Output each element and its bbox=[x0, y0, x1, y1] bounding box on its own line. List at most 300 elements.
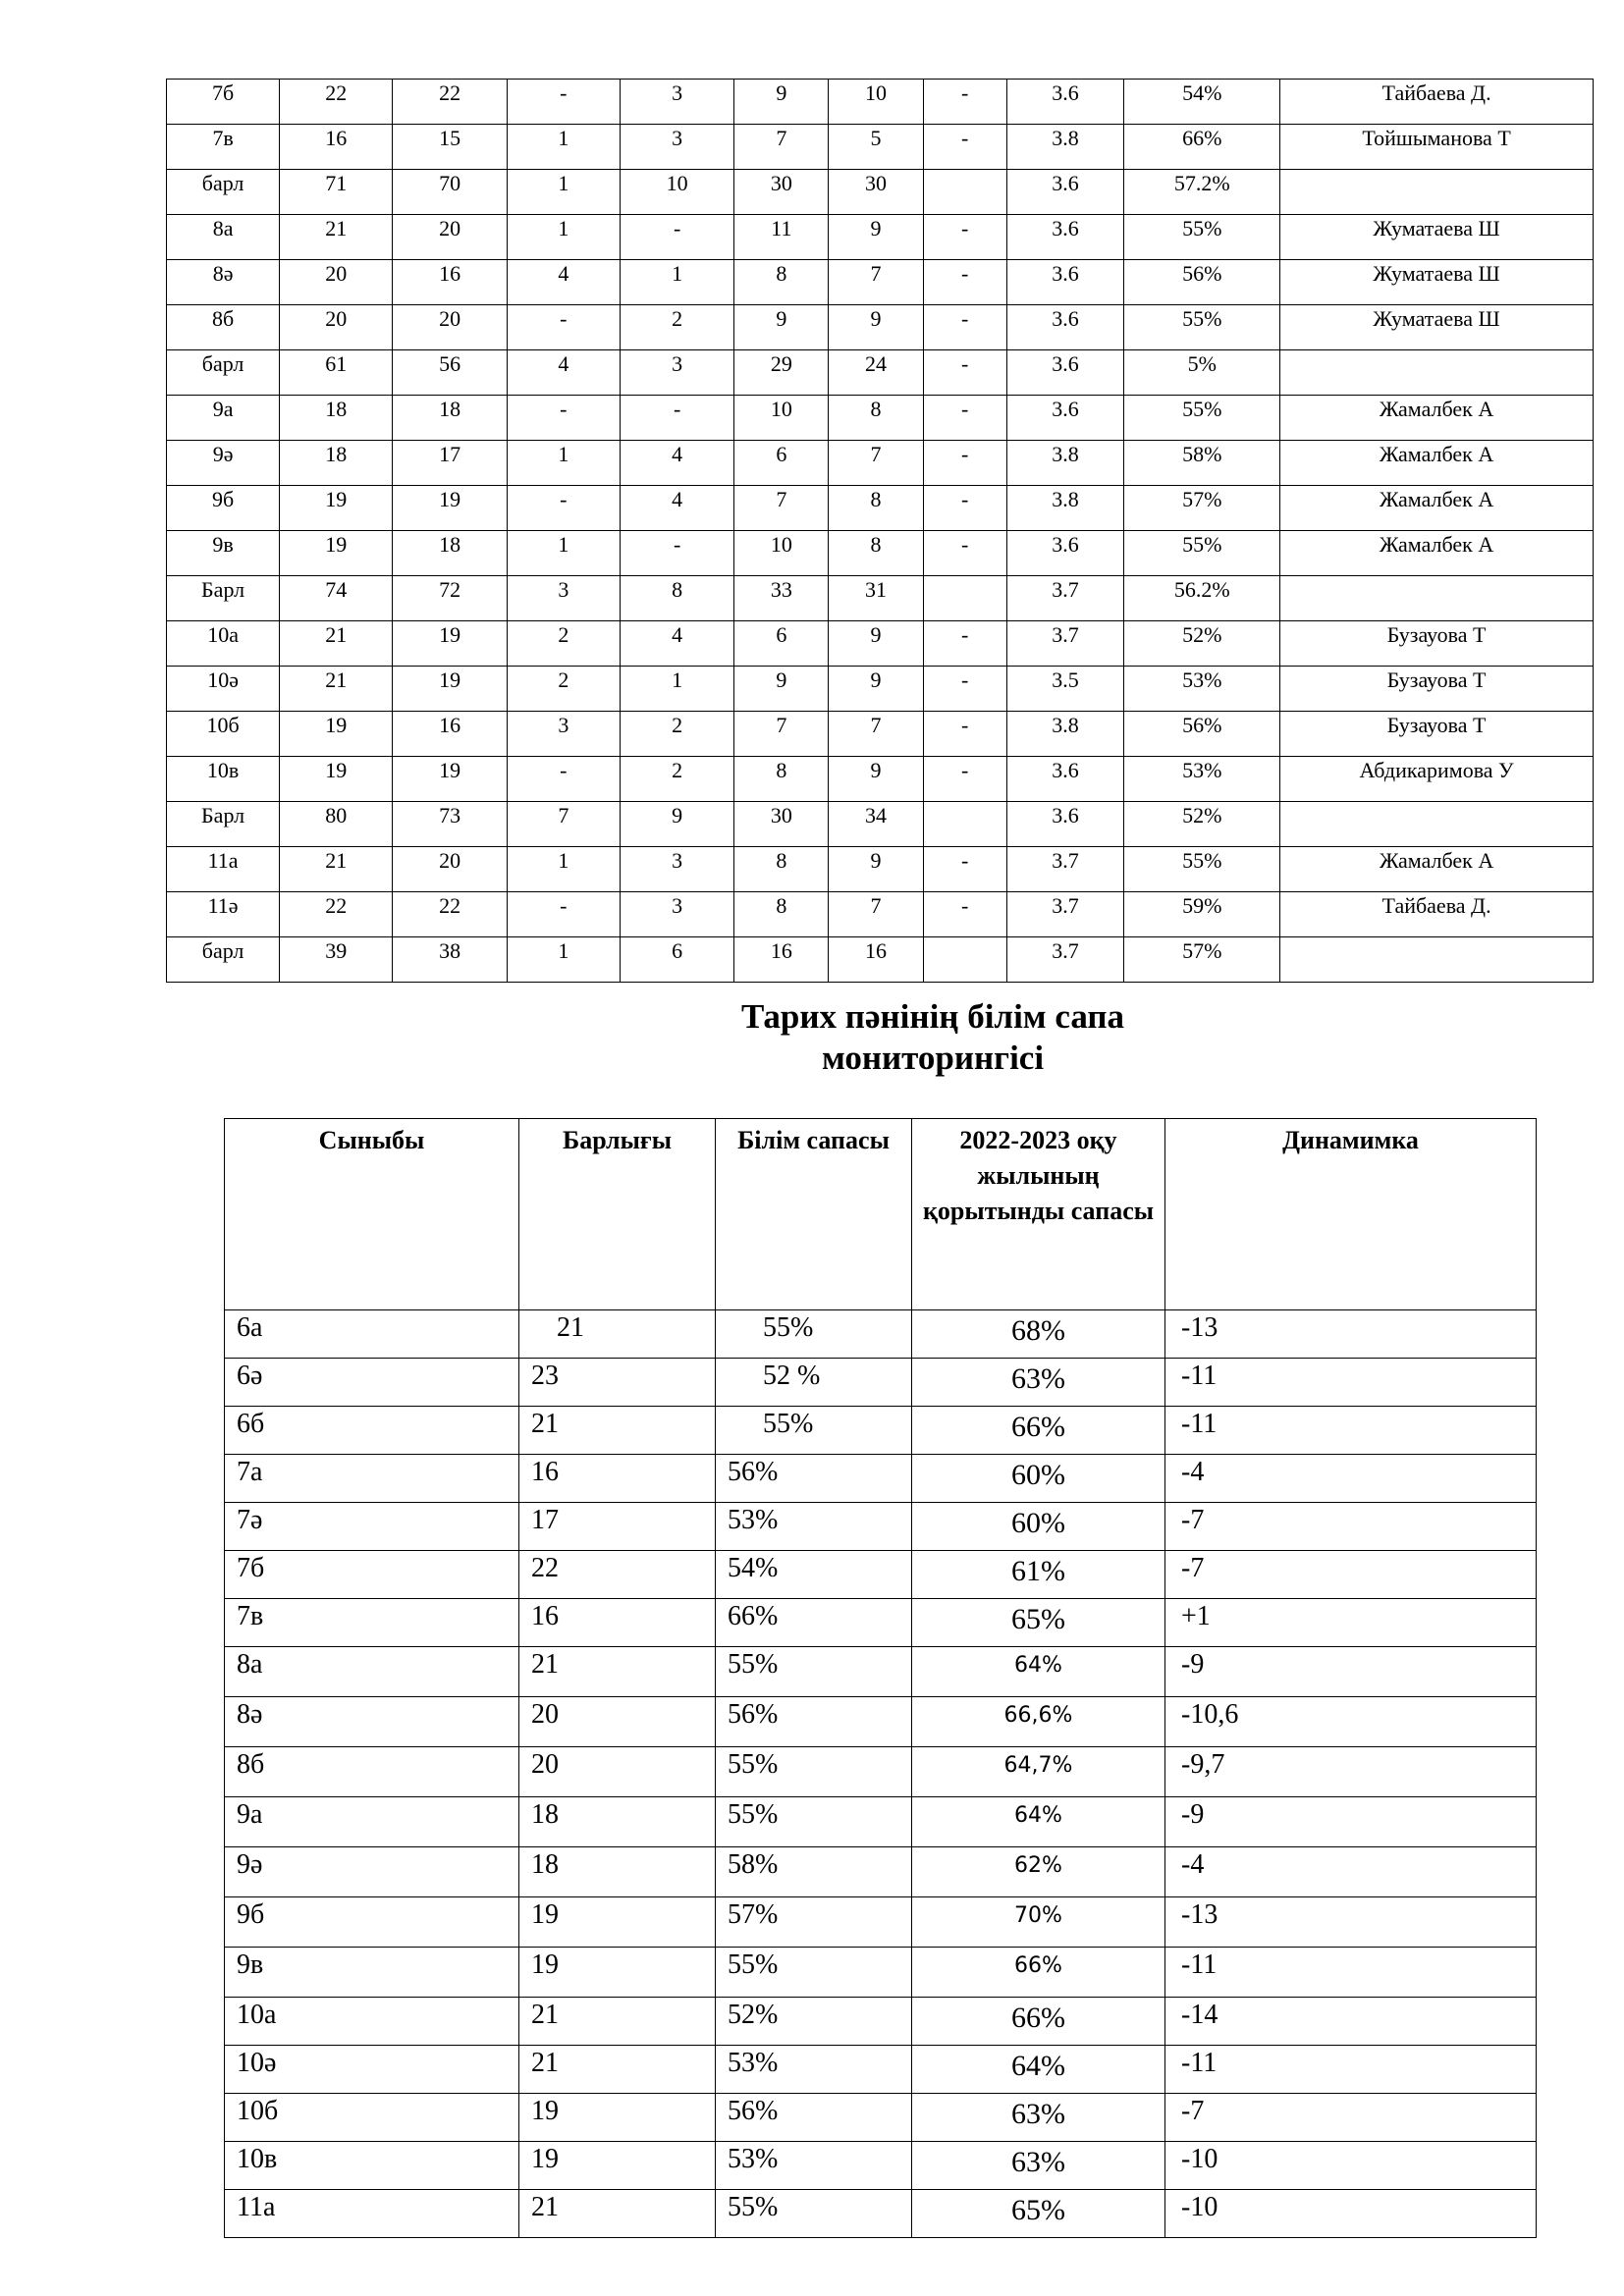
table-cell: 18 bbox=[280, 441, 393, 486]
class-cell: 10ә bbox=[167, 667, 280, 712]
table-cell: 59% bbox=[1124, 892, 1280, 937]
dynamics-cell: -11 bbox=[1165, 1359, 1537, 1407]
table-cell: 80 bbox=[280, 802, 393, 847]
previous-quality-cell: 65% bbox=[912, 1599, 1165, 1647]
quality-cell: 56% bbox=[716, 1455, 912, 1503]
table-cell: 3.6 bbox=[1006, 170, 1124, 215]
table-cell: 3.5 bbox=[1006, 667, 1124, 712]
table-cell: 3.7 bbox=[1006, 892, 1124, 937]
table-cell: 61 bbox=[280, 350, 393, 396]
table-cell: 8 bbox=[829, 396, 923, 441]
table-cell: 16 bbox=[280, 125, 393, 170]
quality-cell: 56% bbox=[716, 1697, 912, 1747]
class-cell: Барл bbox=[167, 802, 280, 847]
table-cell: - bbox=[923, 350, 1006, 396]
teacher-cell bbox=[1280, 170, 1594, 215]
table-cell: 8 bbox=[829, 531, 923, 576]
dynamics-cell: -11 bbox=[1165, 1407, 1537, 1455]
table-cell: 1 bbox=[507, 937, 620, 983]
class-cell: 9б bbox=[225, 1897, 519, 1948]
table-cell: - bbox=[507, 80, 620, 125]
teacher-cell bbox=[1280, 350, 1594, 396]
table-cell: 19 bbox=[393, 621, 507, 667]
total-cell: 22 bbox=[519, 1551, 716, 1599]
table-cell: 52% bbox=[1124, 621, 1280, 667]
table-cell: 18 bbox=[280, 396, 393, 441]
teacher-cell bbox=[1280, 802, 1594, 847]
table-cell: 66% bbox=[1124, 125, 1280, 170]
previous-quality-cell: 66% bbox=[912, 1407, 1165, 1455]
total-cell: 23 bbox=[519, 1359, 716, 1407]
table-cell: 20 bbox=[280, 260, 393, 305]
table-cell: 54% bbox=[1124, 80, 1280, 125]
quality-cell: 55% bbox=[716, 1647, 912, 1697]
table-row bbox=[167, 892, 1594, 937]
table-cell: 1 bbox=[507, 441, 620, 486]
table-cell: 22 bbox=[280, 80, 393, 125]
teacher-cell: Жамалбек А bbox=[1280, 486, 1594, 531]
table-cell: 8 bbox=[734, 892, 829, 937]
header-class: Сыныбы bbox=[225, 1119, 519, 1310]
class-cell: 9а bbox=[225, 1797, 519, 1847]
total-cell: 16 bbox=[519, 1455, 716, 1503]
table-cell: 1 bbox=[620, 667, 733, 712]
table-cell: 3.7 bbox=[1006, 621, 1124, 667]
table-cell: 3.7 bbox=[1006, 576, 1124, 621]
table-cell: 11 bbox=[734, 215, 829, 260]
table-cell: 2 bbox=[507, 621, 620, 667]
previous-quality-cell: 68% bbox=[912, 1310, 1165, 1359]
dynamics-cell: -7 bbox=[1165, 1551, 1537, 1599]
teacher-cell: Абдикаримова У bbox=[1280, 757, 1594, 802]
table-cell: 22 bbox=[393, 80, 507, 125]
table-cell: 3 bbox=[620, 125, 733, 170]
table-row bbox=[167, 576, 1594, 621]
quality-cell: 53% bbox=[716, 1503, 912, 1551]
table-cell: - bbox=[923, 531, 1006, 576]
table-row bbox=[167, 847, 1594, 892]
table-cell: 3 bbox=[507, 576, 620, 621]
quality-cell: 52 % bbox=[716, 1359, 912, 1407]
table-cell: 56.2% bbox=[1124, 576, 1280, 621]
table-cell: 3.6 bbox=[1006, 802, 1124, 847]
table-cell: 3.6 bbox=[1006, 215, 1124, 260]
table-cell: 55% bbox=[1124, 396, 1280, 441]
dynamics-cell: -10,6 bbox=[1165, 1697, 1537, 1747]
table-cell: 22 bbox=[393, 892, 507, 937]
table-cell: 31 bbox=[829, 576, 923, 621]
table-cell: 3.6 bbox=[1006, 260, 1124, 305]
table-cell: 20 bbox=[393, 305, 507, 350]
table-row bbox=[225, 1599, 1537, 1647]
teacher-cell: Жамалбек А bbox=[1280, 531, 1594, 576]
table-cell: 7 bbox=[507, 802, 620, 847]
total-cell: 21 bbox=[519, 2046, 716, 2094]
table-cell: 2 bbox=[620, 305, 733, 350]
dynamics-cell: -14 bbox=[1165, 1998, 1537, 2046]
table-row bbox=[167, 441, 1594, 486]
table-cell: 19 bbox=[280, 486, 393, 531]
table-cell: 19 bbox=[280, 712, 393, 757]
quality-cell: 53% bbox=[716, 2142, 912, 2190]
table-cell: 9 bbox=[620, 802, 733, 847]
dynamics-cell: -11 bbox=[1165, 1948, 1537, 1998]
table-row bbox=[167, 937, 1594, 983]
table-cell: 9 bbox=[829, 757, 923, 802]
teacher-cell: Жамалбек А bbox=[1280, 396, 1594, 441]
class-cell: 9в bbox=[167, 531, 280, 576]
table-cell: 19 bbox=[280, 757, 393, 802]
table-cell: 7 bbox=[829, 441, 923, 486]
quality-cell: 57% bbox=[716, 1897, 912, 1948]
page-title bbox=[550, 996, 1316, 1079]
table-cell: - bbox=[923, 621, 1006, 667]
table-cell: 70 bbox=[393, 170, 507, 215]
table-cell: 21 bbox=[280, 667, 393, 712]
header-total: Барлығы bbox=[519, 1119, 716, 1310]
class-cell: 7б bbox=[167, 80, 280, 125]
total-cell: 16 bbox=[519, 1599, 716, 1647]
table-cell: 55% bbox=[1124, 215, 1280, 260]
dynamics-cell: -7 bbox=[1165, 1503, 1537, 1551]
table-cell: 3.8 bbox=[1006, 712, 1124, 757]
total-cell: 19 bbox=[519, 2142, 716, 2190]
teacher-cell: Бузауова Т bbox=[1280, 621, 1594, 667]
table-cell: 9 bbox=[829, 215, 923, 260]
table-cell: 18 bbox=[393, 396, 507, 441]
table-cell: 3.6 bbox=[1006, 396, 1124, 441]
teacher-cell: Жуматаева Ш bbox=[1280, 305, 1594, 350]
table-cell: 21 bbox=[280, 847, 393, 892]
class-cell: 9а bbox=[167, 396, 280, 441]
table-cell: 71 bbox=[280, 170, 393, 215]
total-cell: 20 bbox=[519, 1697, 716, 1747]
table-cell: - bbox=[923, 125, 1006, 170]
table-cell: - bbox=[923, 847, 1006, 892]
quality-cell: 55% bbox=[716, 1407, 912, 1455]
table-cell: 53% bbox=[1124, 757, 1280, 802]
table-cell: 7 bbox=[829, 260, 923, 305]
table-cell: 57.2% bbox=[1124, 170, 1280, 215]
table-row bbox=[167, 712, 1594, 757]
table-cell: 15 bbox=[393, 125, 507, 170]
table-cell: 16 bbox=[393, 260, 507, 305]
table-row bbox=[167, 125, 1594, 170]
teacher-cell: Жуматаева Ш bbox=[1280, 260, 1594, 305]
table-cell: 58% bbox=[1124, 441, 1280, 486]
class-cell: 10а bbox=[225, 1998, 519, 2046]
class-cell: 8ә bbox=[225, 1697, 519, 1747]
quality-cell: 55% bbox=[716, 1797, 912, 1847]
table-cell: 2 bbox=[620, 712, 733, 757]
class-cell: 6а bbox=[225, 1310, 519, 1359]
class-cell: 8б bbox=[225, 1747, 519, 1797]
dynamics-cell: +1 bbox=[1165, 1599, 1537, 1647]
table-cell: 56% bbox=[1124, 260, 1280, 305]
table-cell: 3.8 bbox=[1006, 486, 1124, 531]
total-cell: 21 bbox=[519, 1407, 716, 1455]
table-row bbox=[167, 305, 1594, 350]
class-cell: 7ә bbox=[225, 1503, 519, 1551]
dynamics-cell: -10 bbox=[1165, 2142, 1537, 2190]
total-cell: 21 bbox=[519, 1647, 716, 1697]
teacher-cell: Тайбаева Д. bbox=[1280, 892, 1594, 937]
table-cell: 8 bbox=[734, 847, 829, 892]
previous-quality-cell: 64% bbox=[912, 1797, 1165, 1847]
table-cell: 9 bbox=[829, 667, 923, 712]
class-cell: 10б bbox=[225, 2094, 519, 2142]
table-cell: 3.6 bbox=[1006, 531, 1124, 576]
teacher-cell: Жамалбек А bbox=[1280, 847, 1594, 892]
class-cell: 9в bbox=[225, 1948, 519, 1998]
table-cell: - bbox=[923, 757, 1006, 802]
table-cell: 9 bbox=[829, 847, 923, 892]
table-row bbox=[225, 1310, 1537, 1359]
teacher-cell: Жуматаева Ш bbox=[1280, 215, 1594, 260]
table-row bbox=[225, 1455, 1537, 1503]
table-cell: 9 bbox=[829, 305, 923, 350]
table-cell: 4 bbox=[620, 441, 733, 486]
previous-quality-cell: 60% bbox=[912, 1455, 1165, 1503]
table-cell: 20 bbox=[393, 847, 507, 892]
teacher-cell: Жамалбек А bbox=[1280, 441, 1594, 486]
previous-quality-cell: 66% bbox=[912, 1998, 1165, 2046]
table-cell: 2 bbox=[507, 667, 620, 712]
class-cell: 9ә bbox=[225, 1847, 519, 1897]
quality-cell: 55% bbox=[716, 2190, 912, 2238]
table-cell: 3 bbox=[620, 350, 733, 396]
total-cell: 19 bbox=[519, 1897, 716, 1948]
table-row bbox=[167, 80, 1594, 125]
table-cell: - bbox=[507, 396, 620, 441]
table-cell: - bbox=[923, 441, 1006, 486]
table-cell: 72 bbox=[393, 576, 507, 621]
teacher-cell bbox=[1280, 937, 1594, 983]
dynamics-cell: -13 bbox=[1165, 1310, 1537, 1359]
table-cell: 6 bbox=[734, 441, 829, 486]
table-cell: 5% bbox=[1124, 350, 1280, 396]
table-cell: 33 bbox=[734, 576, 829, 621]
dynamics-cell: -9 bbox=[1165, 1797, 1537, 1847]
table-cell: 30 bbox=[734, 170, 829, 215]
table-cell: 19 bbox=[393, 667, 507, 712]
table-cell: 8 bbox=[620, 576, 733, 621]
quality-monitoring-table bbox=[224, 1118, 1537, 2238]
class-cell: 7в bbox=[225, 1599, 519, 1647]
class-cell: 8а bbox=[167, 215, 280, 260]
table-row bbox=[225, 1697, 1537, 1747]
table-cell: - bbox=[620, 215, 733, 260]
quality-cell: 66% bbox=[716, 1599, 912, 1647]
table-row bbox=[167, 396, 1594, 441]
table-row bbox=[167, 215, 1594, 260]
table-cell: 39 bbox=[280, 937, 393, 983]
table-cell: 4 bbox=[507, 260, 620, 305]
table-cell: 1 bbox=[507, 125, 620, 170]
class-cell: 7в bbox=[167, 125, 280, 170]
table-cell: 8 bbox=[734, 260, 829, 305]
table-cell: - bbox=[923, 396, 1006, 441]
total-cell: 19 bbox=[519, 1948, 716, 1998]
total-cell: 21 bbox=[519, 2190, 716, 2238]
class-cell: барл bbox=[167, 350, 280, 396]
table-cell: 9 bbox=[734, 80, 829, 125]
previous-quality-cell: 66% bbox=[912, 1948, 1165, 1998]
table-row bbox=[225, 1897, 1537, 1948]
table-row bbox=[167, 170, 1594, 215]
class-cell: 7а bbox=[225, 1455, 519, 1503]
table-row bbox=[225, 1797, 1537, 1847]
table-cell: 20 bbox=[280, 305, 393, 350]
table-row bbox=[167, 621, 1594, 667]
quality-cell: 58% bbox=[716, 1847, 912, 1897]
table-cell: 3.6 bbox=[1006, 350, 1124, 396]
dynamics-cell: -9 bbox=[1165, 1647, 1537, 1697]
class-cell: 6ә bbox=[225, 1359, 519, 1407]
class-cell: барл bbox=[167, 937, 280, 983]
quality-cell: 55% bbox=[716, 1948, 912, 1998]
table-cell: 34 bbox=[829, 802, 923, 847]
class-cell: 10ә bbox=[225, 2046, 519, 2094]
table-row bbox=[225, 1948, 1537, 1998]
class-cell: 10б bbox=[167, 712, 280, 757]
dynamics-cell: -13 bbox=[1165, 1897, 1537, 1948]
teacher-cell: Бузауова Т bbox=[1280, 712, 1594, 757]
table-row bbox=[225, 1847, 1537, 1897]
table-cell: 55% bbox=[1124, 531, 1280, 576]
table-row bbox=[225, 2142, 1537, 2190]
table-cell: 5 bbox=[829, 125, 923, 170]
class-cell: 11а bbox=[225, 2190, 519, 2238]
table-cell: 10 bbox=[829, 80, 923, 125]
title-line-2: мониторингісі bbox=[821, 1039, 1045, 1077]
table-cell: 30 bbox=[829, 170, 923, 215]
table-row bbox=[167, 260, 1594, 305]
table-cell: 3 bbox=[620, 847, 733, 892]
table-cell: - bbox=[620, 396, 733, 441]
table-cell: 38 bbox=[393, 937, 507, 983]
table-row bbox=[167, 757, 1594, 802]
class-cell: 6б bbox=[225, 1407, 519, 1455]
table-row bbox=[167, 802, 1594, 847]
class-cell: 9б bbox=[167, 486, 280, 531]
quality-cell: 55% bbox=[716, 1747, 912, 1797]
table-cell: 1 bbox=[507, 847, 620, 892]
table-cell: 21 bbox=[280, 621, 393, 667]
table-row bbox=[167, 667, 1594, 712]
table-row bbox=[225, 1998, 1537, 2046]
table-cell bbox=[923, 576, 1006, 621]
total-cell: 18 bbox=[519, 1847, 716, 1897]
previous-quality-cell: 64% bbox=[912, 2046, 1165, 2094]
table-cell: 3 bbox=[507, 712, 620, 757]
class-cell: 7б bbox=[225, 1551, 519, 1599]
table-cell: 1 bbox=[507, 170, 620, 215]
table-cell: 6 bbox=[620, 937, 733, 983]
table-cell: 20 bbox=[393, 215, 507, 260]
table-cell: 3 bbox=[620, 80, 733, 125]
dynamics-cell: -4 bbox=[1165, 1455, 1537, 1503]
table-cell: 7 bbox=[829, 892, 923, 937]
class-cell: 8б bbox=[167, 305, 280, 350]
table-cell: 9 bbox=[829, 621, 923, 667]
table-cell: - bbox=[923, 305, 1006, 350]
previous-quality-cell: 66,6% bbox=[912, 1697, 1165, 1747]
table-cell: 3.6 bbox=[1006, 305, 1124, 350]
class-cell: Барл bbox=[167, 576, 280, 621]
teacher-cell: Тайбаева Д. bbox=[1280, 80, 1594, 125]
table-cell: 4 bbox=[620, 621, 733, 667]
table-cell: - bbox=[923, 215, 1006, 260]
table-row bbox=[225, 1647, 1537, 1697]
table-cell: - bbox=[507, 892, 620, 937]
table-cell: 10 bbox=[734, 531, 829, 576]
total-cell: 21 bbox=[519, 1998, 716, 2046]
class-cell: 8а bbox=[225, 1647, 519, 1697]
class-results-table-body bbox=[167, 80, 1594, 983]
previous-quality-cell: 62% bbox=[912, 1847, 1165, 1897]
class-cell: 11а bbox=[167, 847, 280, 892]
teacher-cell: Бузауова Т bbox=[1280, 667, 1594, 712]
table-cell: - bbox=[923, 667, 1006, 712]
table-row bbox=[225, 2190, 1537, 2238]
previous-quality-cell: 64% bbox=[912, 1647, 1165, 1697]
table-cell: 52% bbox=[1124, 802, 1280, 847]
table-cell: - bbox=[507, 305, 620, 350]
table-cell: 55% bbox=[1124, 305, 1280, 350]
total-cell: 20 bbox=[519, 1747, 716, 1797]
table-cell: 7 bbox=[734, 125, 829, 170]
table-cell: 73 bbox=[393, 802, 507, 847]
table-cell: 10 bbox=[620, 170, 733, 215]
table-cell: 18 bbox=[393, 531, 507, 576]
dynamics-cell: -7 bbox=[1165, 2094, 1537, 2142]
table-cell: 7 bbox=[829, 712, 923, 757]
table-cell: 17 bbox=[393, 441, 507, 486]
table-cell: 55% bbox=[1124, 847, 1280, 892]
table-cell: 1 bbox=[507, 531, 620, 576]
table-cell: 30 bbox=[734, 802, 829, 847]
table-row bbox=[167, 350, 1594, 396]
total-cell: 19 bbox=[519, 2094, 716, 2142]
quality-cell: 54% bbox=[716, 1551, 912, 1599]
table-cell: 9 bbox=[734, 667, 829, 712]
table-row bbox=[167, 531, 1594, 576]
table-cell: 57% bbox=[1124, 937, 1280, 983]
previous-quality-cell: 63% bbox=[912, 2142, 1165, 2190]
table-cell: 6 bbox=[734, 621, 829, 667]
table-cell: 16 bbox=[829, 937, 923, 983]
previous-quality-cell: 63% bbox=[912, 2094, 1165, 2142]
table-cell: 1 bbox=[507, 215, 620, 260]
table-cell: - bbox=[923, 80, 1006, 125]
total-cell: 17 bbox=[519, 1503, 716, 1551]
header-dynamics: Динамимка bbox=[1165, 1119, 1537, 1310]
class-cell: 10в bbox=[167, 757, 280, 802]
class-results-table bbox=[166, 79, 1594, 983]
table-cell: - bbox=[923, 486, 1006, 531]
table-cell bbox=[923, 170, 1006, 215]
table-cell: 53% bbox=[1124, 667, 1280, 712]
table-cell: 56% bbox=[1124, 712, 1280, 757]
table-row bbox=[167, 486, 1594, 531]
dynamics-cell: -10 bbox=[1165, 2190, 1537, 2238]
total-cell: 18 bbox=[519, 1797, 716, 1847]
table-cell: 29 bbox=[734, 350, 829, 396]
table-cell: 22 bbox=[280, 892, 393, 937]
dynamics-cell: -4 bbox=[1165, 1847, 1537, 1897]
quality-cell: 55% bbox=[716, 1310, 912, 1359]
